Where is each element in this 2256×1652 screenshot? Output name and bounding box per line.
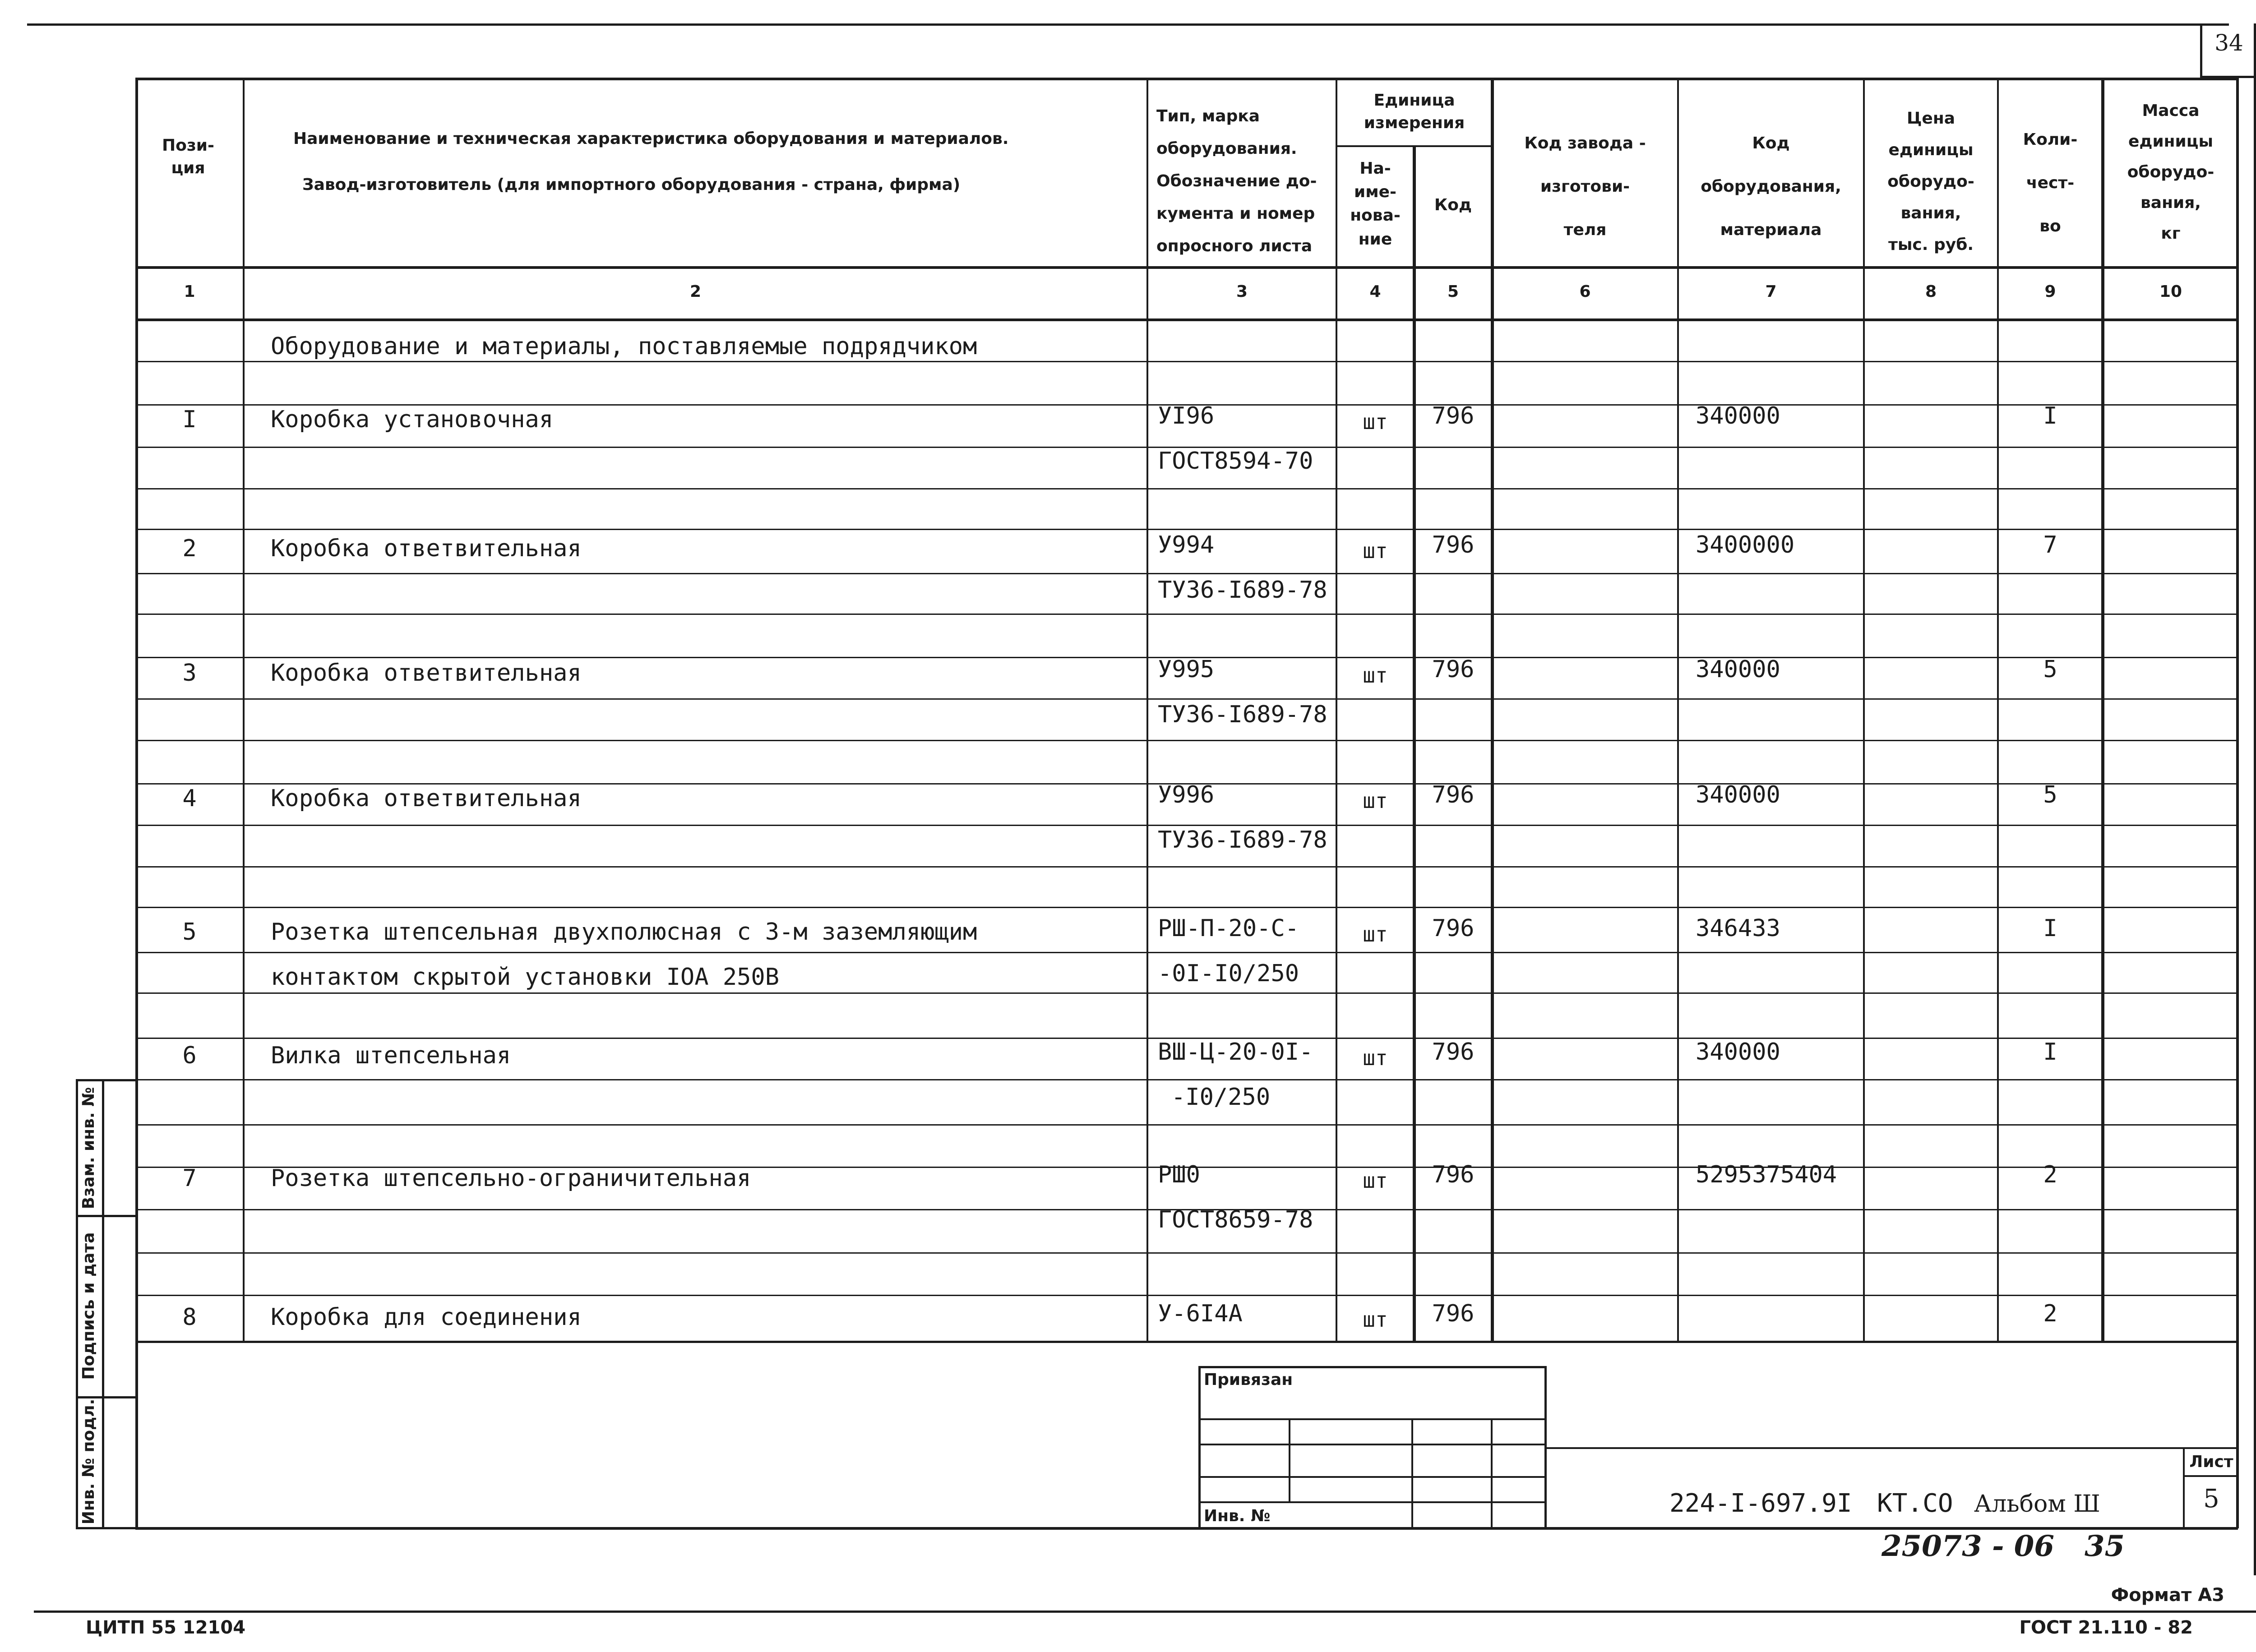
footer-left: ЦИТП 55 12104 <box>86 1617 246 1638</box>
table-top-line <box>135 78 2239 80</box>
row-unit-code: 796 <box>1432 915 1475 942</box>
row-name: Коробка ответвительная <box>271 660 582 687</box>
row-type: ГОСТ8659-78 <box>1158 1206 1313 1233</box>
priv-top <box>1198 1366 1547 1368</box>
row-type: ТУ36-I689-78 <box>1158 701 1327 728</box>
row-unit: шт <box>1363 789 1388 813</box>
row-material-code: 340000 <box>1696 1038 1780 1066</box>
priv-row4 <box>1198 1501 1547 1503</box>
column-number-9: 9 <box>2044 282 2056 301</box>
column-line-5 <box>1491 78 1494 1341</box>
column-number-3: 3 <box>1236 282 1248 301</box>
row-material-code: 340000 <box>1696 781 1780 808</box>
row-line-18 <box>135 1124 2239 1126</box>
row-type: ГОСТ8594-70 <box>1158 448 1313 475</box>
row-type: У996 <box>1158 781 1215 808</box>
column-line-8 <box>1997 78 1999 1341</box>
row-name: Вилка штепсельная <box>271 1042 511 1069</box>
row-name: Коробка для соединения <box>271 1304 582 1331</box>
doc-code: 224-I-697.9I <box>1669 1489 1852 1518</box>
row-position: 7 <box>182 1165 197 1192</box>
column-line-1 <box>243 78 245 1341</box>
column-number-4: 4 <box>1369 282 1381 301</box>
priv-v2 <box>1411 1418 1413 1528</box>
header-position: Пози- ция <box>162 136 214 178</box>
list-number: 5 <box>2203 1484 2219 1514</box>
row-line-13 <box>135 907 2239 908</box>
row-position: 8 <box>182 1304 197 1331</box>
row-quantity: I <box>2043 402 2057 429</box>
row-position: 5 <box>182 918 197 946</box>
column-number-10: 10 <box>2159 282 2182 301</box>
column-number-8: 8 <box>1925 282 1937 301</box>
doc-code-top <box>1547 1447 2239 1449</box>
header-unit-group: Единица измерения <box>1364 91 1465 133</box>
right-border-line <box>2254 23 2256 1575</box>
column-number-1: 1 <box>184 282 195 301</box>
row-type: У-6I4А <box>1158 1300 1243 1327</box>
row-material-code: 340000 <box>1696 656 1780 683</box>
row-type: У995 <box>1158 656 1215 683</box>
header-mass: Масса единицы оборудо- вания, кг <box>2127 102 2214 243</box>
row-unit: шт <box>1363 1046 1388 1070</box>
column-line-2 <box>1146 78 1148 1341</box>
row-unit: шт <box>1363 922 1388 946</box>
priv-row3 <box>1198 1476 1547 1478</box>
side-stamp-vzam-inv: Взам. инв. № <box>79 1087 98 1209</box>
column-line-7 <box>1863 78 1865 1341</box>
row-line-21 <box>135 1252 2239 1254</box>
row-material-code: 340000 <box>1696 402 1780 429</box>
row-quantity: 5 <box>2043 781 2057 808</box>
doc-mark: КТ.СО <box>1877 1489 1953 1518</box>
handwritten-number: 25073 - 06 <box>1882 1529 2054 1563</box>
priv-row2 <box>1198 1444 1547 1445</box>
column-line-9 <box>2101 78 2104 1341</box>
row-type: РШ-П-20-С- <box>1158 915 1299 942</box>
row-line-0 <box>135 361 2239 362</box>
row-unit-code: 796 <box>1432 1300 1475 1327</box>
row-position: I <box>182 406 197 433</box>
row-quantity: 2 <box>2043 1161 2057 1188</box>
row-line-22 <box>135 1295 2239 1296</box>
row-unit-code: 796 <box>1432 531 1475 558</box>
row-line-8 <box>135 698 2239 700</box>
row-line-15 <box>135 992 2239 994</box>
side-stamp-top-line <box>76 1079 138 1081</box>
row-quantity: I <box>2043 1038 2057 1066</box>
column-line-3 <box>1336 78 1337 1341</box>
row-type: ТУ36-I689-78 <box>1158 577 1327 604</box>
row-quantity: I <box>2043 915 2057 942</box>
row-quantity: 7 <box>2043 531 2057 558</box>
row-type: -I0/250 <box>1171 1084 1271 1111</box>
column-number-6: 6 <box>1579 282 1591 301</box>
row-type: -0I-I0/250 <box>1158 960 1299 987</box>
header-unit-name: На- име- нова- ние <box>1350 159 1401 249</box>
header-name-line1: Наименование и техническая характеристика оборудования и материалов. <box>293 129 1009 148</box>
album-label: Альбом Ш <box>1974 1490 2100 1518</box>
row-type: РШ0 <box>1158 1161 1200 1188</box>
row-quantity: 5 <box>2043 656 2057 683</box>
column-number-5: 5 <box>1447 282 1459 301</box>
priv-row1 <box>1198 1418 1547 1420</box>
footer-right: ГОСТ 21.110 - 82 <box>2019 1617 2193 1638</box>
colnum-bottom-line <box>135 318 2239 321</box>
list-label: Лист <box>2189 1453 2233 1471</box>
row-line-4 <box>135 529 2239 530</box>
row-unit-code: 796 <box>1432 656 1475 683</box>
header-unit-code: Код <box>1434 196 1472 214</box>
row-name: Коробка установочная <box>271 406 554 433</box>
header-quantity: Коли- чест- во <box>2023 130 2078 235</box>
row-type: ВШ-Ц-20-0I- <box>1158 1038 1313 1066</box>
row-type: У994 <box>1158 531 1215 558</box>
row-position: 4 <box>182 785 197 812</box>
header-material-code: Код оборудования, материала <box>1701 134 1841 239</box>
sheet-corner-number: 34 <box>2214 30 2243 56</box>
row-unit: шт <box>1363 1168 1388 1193</box>
privyazan-label: Привязан <box>1204 1371 1293 1389</box>
row-name: контактом скрытой установки IОА 250В <box>271 964 780 991</box>
row-position: 3 <box>182 660 197 687</box>
format-label: Формат А3 <box>2111 1585 2224 1606</box>
row-unit-code: 796 <box>1432 781 1475 808</box>
side-stamp-inv-podl: Инв. № подл. <box>79 1398 98 1525</box>
row-material-code: 346433 <box>1696 915 1780 942</box>
corner-box-left-line <box>2200 23 2202 78</box>
row-position: 6 <box>182 1042 197 1069</box>
inv-no-label: Инв. № <box>1204 1507 1271 1525</box>
row-line-3 <box>135 488 2239 489</box>
row-material-code: 5295375404 <box>1696 1161 1837 1188</box>
row-line-9 <box>135 740 2239 741</box>
side-stamp-divider <box>102 1079 104 1529</box>
handwritten-page: 35 <box>2085 1529 2125 1563</box>
list-box-sep <box>2183 1475 2239 1477</box>
footer-line <box>34 1610 2256 1613</box>
column-number-7: 7 <box>1765 282 1777 301</box>
header-manufacturer-code: Код завода - изготови- теля <box>1524 134 1646 239</box>
row-name: Розетка штепсельно-ограничительная <box>271 1165 751 1192</box>
top-border-line <box>27 23 2229 26</box>
row-line-14 <box>135 952 2239 953</box>
row-unit: шт <box>1363 410 1388 434</box>
header-bottom-line <box>135 266 2239 269</box>
row-unit: шт <box>1363 539 1388 563</box>
body-bottom-line <box>135 1341 2239 1343</box>
row-name: Коробка ответвительная <box>271 535 582 562</box>
row-unit-code: 796 <box>1432 1038 1475 1066</box>
row-position: 2 <box>182 535 197 562</box>
row-line-6 <box>135 614 2239 615</box>
row-line-12 <box>135 866 2239 868</box>
row-unit: шт <box>1363 663 1388 688</box>
priv-left <box>1198 1366 1201 1528</box>
column-line-6 <box>1677 78 1679 1341</box>
row-name: Коробка ответвительная <box>271 785 582 812</box>
row-quantity: 2 <box>2043 1300 2057 1327</box>
row-type: ТУ36-I689-78 <box>1158 826 1327 854</box>
row-line-11 <box>135 825 2239 826</box>
row-line-17 <box>135 1079 2239 1080</box>
row-name: Розетка штепсельная двухполюсная с 3-м заземляющим <box>271 918 977 946</box>
row-type: УI96 <box>1158 402 1215 429</box>
row-material-code: 3400000 <box>1696 531 1795 558</box>
section-title: Оборудование и материалы, поставляемые подрядчиком <box>271 333 977 360</box>
header-price: Цена единицы оборудо- вания, тыс. руб. <box>1887 109 1974 254</box>
row-unit: шт <box>1363 1307 1388 1332</box>
header-name-line2: Завод-изготовитель (для импортного оборудования - страна, фирма) <box>302 175 961 194</box>
row-line-5 <box>135 573 2239 574</box>
row-unit-code: 796 <box>1432 1161 1475 1188</box>
priv-v1 <box>1289 1418 1290 1503</box>
side-stamp-podpis-data: Подпись и дата <box>79 1232 98 1380</box>
header-type: Тип, марка оборудования. Обозначение до- кумента и номер опросного листа <box>1156 107 1317 255</box>
column-number-2: 2 <box>689 282 702 301</box>
priv-v3 <box>1491 1418 1493 1528</box>
side-stamp-sep1 <box>76 1215 138 1217</box>
row-unit-code: 796 <box>1432 402 1475 429</box>
side-stamp-bottom-line <box>76 1527 138 1529</box>
